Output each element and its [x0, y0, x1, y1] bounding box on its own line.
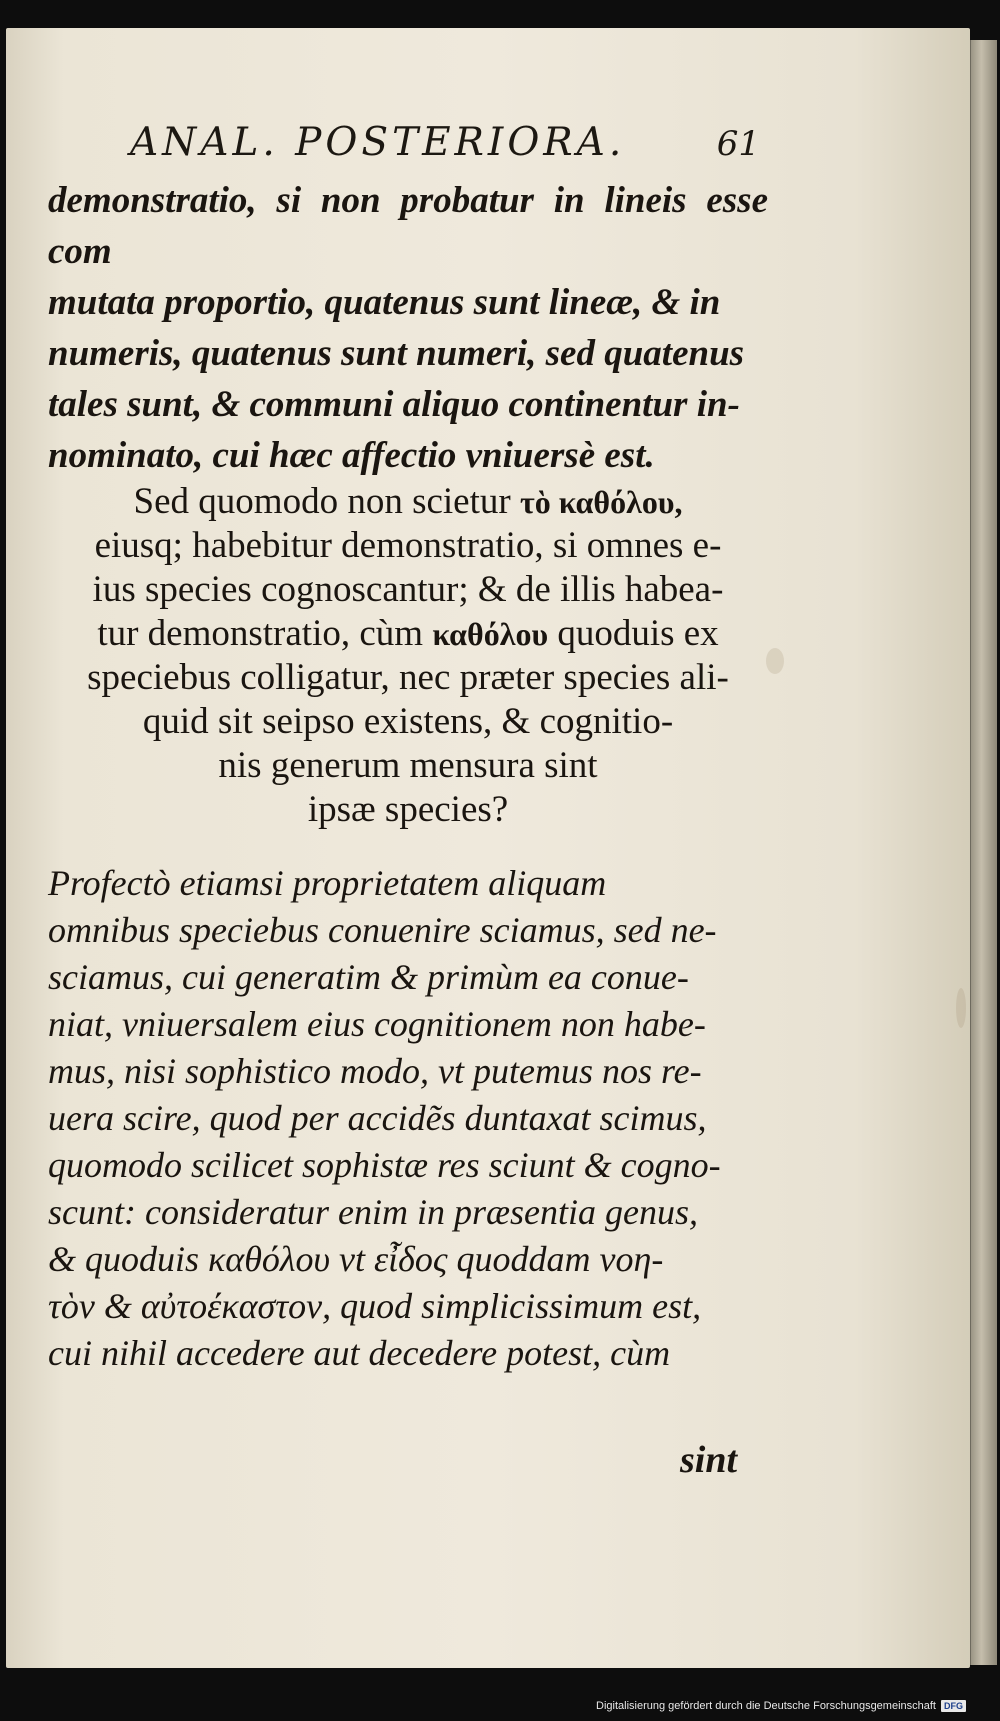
- text-line: speciebus colligatur, nec præter species ali-: [87, 657, 729, 698]
- text-segment: tur demonstratio, cùm: [97, 613, 424, 654]
- paragraph-2-question: [48, 480, 768, 832]
- text-line: mutata proportio, quatenus sunt lineæ, & in: [48, 282, 721, 323]
- text-line: quid sit seipso existens, & cognitio-: [142, 701, 674, 742]
- text-line: & quoduis καθόλου vt εἶδος quoddam νοη-: [48, 1239, 664, 1279]
- text-segment: quoduis ex: [557, 613, 719, 654]
- text-segment: Sed quomodo non scietur: [133, 481, 511, 522]
- dfg-logo: DFG: [941, 1700, 966, 1712]
- text-line: [48, 480, 768, 524]
- paper-stain: [766, 648, 784, 674]
- text-line: eiusq; habebitur demonstratio, si omnes e-: [94, 525, 722, 566]
- page-edge: [970, 40, 997, 1665]
- paragraph-1: [48, 175, 768, 481]
- greek-term: τὸ καθόλου,: [519, 484, 683, 520]
- folio-number: 61: [716, 124, 760, 164]
- text-line: uera scire, quod per accidẽs duntaxat scimus,: [48, 1098, 707, 1138]
- text-line: cui nihil accedere aut decedere potest, cùm: [48, 1333, 671, 1373]
- paper-stain: [956, 988, 966, 1028]
- text-line: [48, 612, 768, 656]
- text-line: scunt: consideratur enim in præsentia genus,: [48, 1192, 698, 1232]
- text-line: ipsæ species?: [307, 789, 509, 830]
- digitization-credit: [596, 1700, 966, 1712]
- text-line: sciamus, cui generatim & primùm ea conue-: [48, 957, 689, 997]
- text-line: omnibus speciebus conuenire sciamus, sed ne-: [48, 910, 717, 950]
- greek-term: καθόλου: [432, 616, 549, 652]
- text-line: nominato, cui hæc affectio vniuersè est.: [48, 435, 655, 476]
- text-line: nis generum mensura sint: [218, 745, 598, 786]
- running-head-title: ANAL. POSTERIORA.: [130, 120, 626, 165]
- text-line: mus, nisi sophistico modo, vt putemus nos re-: [48, 1051, 702, 1091]
- credit-text: Digitalisierung gefördert durch die Deutsche Forschungsgemeinschaft: [596, 1700, 936, 1712]
- text-line: tales sunt, & communi aliquo continentur in-: [48, 384, 740, 425]
- text-line: quomodo scilicet sophistæ res sciunt & cogno-: [48, 1145, 721, 1185]
- text-line: Profectò etiamsi proprietatem aliquam: [48, 863, 607, 903]
- text-line: ius species cognoscantur; & de illis habea-: [92, 569, 724, 610]
- text-line: niat, vniuersalem eius cognitionem non habe-: [48, 1004, 706, 1044]
- catchword: sint: [680, 1439, 738, 1481]
- text-line: numeris, quatenus sunt numeri, sed quatenus: [48, 333, 745, 374]
- paragraph-3: [48, 860, 768, 1377]
- text-line: τὸν & αὐτοέκαστον, quod simplicissimum est,: [48, 1286, 702, 1326]
- running-head: [130, 120, 760, 165]
- text-line: demonstratio, si non probatur in lineis esse com: [48, 180, 768, 272]
